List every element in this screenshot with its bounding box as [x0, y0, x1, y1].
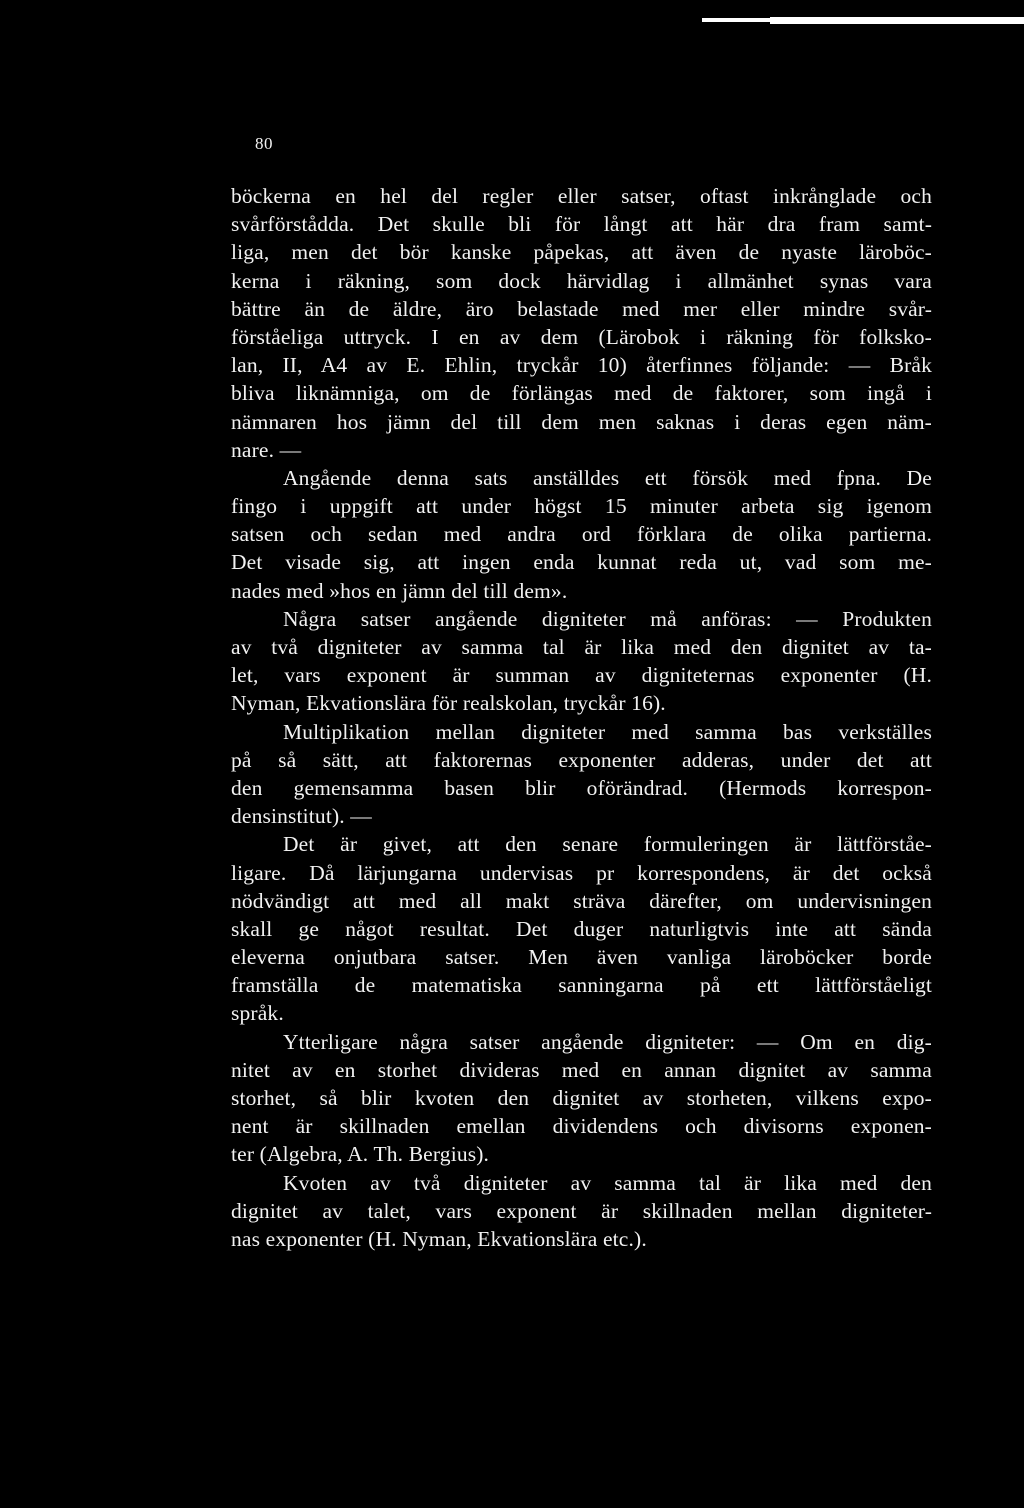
- text-line: språk.: [231, 1001, 284, 1026]
- text-line: Det visade sig, att ingen enda kunnat reda ut, vad som me-: [231, 550, 932, 575]
- text-line: nare. —: [231, 437, 302, 462]
- paragraph-5: [231, 830, 932, 1027]
- page-number: 80: [255, 134, 273, 153]
- text-line: framställa de matematiska sanningarna på ett lättförståeligt: [231, 973, 932, 998]
- text-line: eleverna onjutbara satser. Men även vanliga läroböcker borde: [231, 945, 932, 970]
- text-line: densinstitut). —: [231, 804, 372, 829]
- paragraph-6: [231, 1028, 932, 1169]
- text-line: let, vars exponent är summan av digniteternas exponenter (H.: [231, 663, 932, 688]
- text-line: kerna i räkning, som dock härvidlag i allmänhet synas vara: [231, 268, 932, 293]
- paragraph-1: [231, 182, 932, 464]
- text-line: nödvändigt att med all makt sträva därefter, om undervisningen: [231, 888, 932, 913]
- body-text: [231, 182, 932, 1253]
- text-line: fingo i uppgift att under högst 15 minuter arbeta sig igenom: [231, 494, 932, 519]
- text-line: på så sätt, att faktorernas exponenter adderas, under det att: [231, 747, 932, 772]
- text-line: Kvoten av två digniteter av samma tal är lika med den: [283, 1170, 932, 1195]
- top-rule-thick: [770, 17, 1024, 24]
- text-line: Nyman, Ekvationslära för realskolan, tryckår 16).: [231, 691, 666, 716]
- text-line: böckerna en hel del regler eller satser, oftast inkrånglade och: [231, 184, 932, 208]
- text-line: nämnaren hos jämn del till dem men saknas i deras egen näm-: [231, 409, 932, 434]
- text-line: skall ge något resultat. Det duger naturligtvis inte att sända: [231, 916, 932, 941]
- text-line: den gemensamma basen blir oförändrad. (Hermods korrespon-: [231, 775, 932, 800]
- text-line: lan, II, A4 av E. Ehlin, tryckår 10) återfinnes följande: — Bråk: [231, 353, 932, 378]
- text-line: svårförstådda. Det skulle bli för långt att här dra fram samt-: [231, 212, 932, 237]
- text-line: Ytterligare några satser angående digniteter: — Om en dig-: [283, 1029, 932, 1054]
- text-line: ter (Algebra, A. Th. Bergius).: [231, 1142, 490, 1167]
- text-line: nas exponenter (H. Nyman, Ekvationslära etc.).: [231, 1226, 647, 1251]
- text-line: av två digniteter av samma tal är lika med den dignitet av ta-: [231, 635, 932, 659]
- text-line: nent är skillnaden emellan dividendens och divisorns exponen-: [231, 1114, 932, 1139]
- text-line: satsen och sedan med andra ord förklara de olika partierna.: [231, 522, 932, 547]
- paragraph-3: [231, 605, 932, 718]
- text-line: ligare. Då lärjungarna undervisas pr korrespondens, är det också: [231, 860, 932, 885]
- paragraph-7: [231, 1169, 932, 1254]
- text-line: liga, men det bör kanske påpekas, att även de nyaste läroböc-: [231, 240, 932, 265]
- text-line: Det är givet, att den senare formuleringen är lättförståe-: [283, 832, 932, 857]
- text-line: förståeliga uttryck. I en av dem (Lärobok i räkning för folksko-: [231, 324, 932, 349]
- text-line: bättre än de äldre, äro belastade med mer eller mindre svår-: [231, 296, 932, 321]
- text-line: Multiplikation mellan digniteter med samma bas verkställes: [283, 719, 932, 744]
- text-line: dignitet av talet, vars exponent är skillnaden mellan digniteter-: [231, 1198, 932, 1223]
- text-line: Angående denna sats anställdes ett försök med fpna. De: [283, 465, 932, 490]
- paragraph-2: [231, 464, 932, 605]
- text-line: bliva liknämniga, om de förlängas med de faktorer, som ingå i: [231, 381, 932, 406]
- text-line: storhet, så blir kvoten den dignitet av storheten, vilkens expo-: [231, 1086, 932, 1110]
- text-line: Några satser angående digniteter må anföras: — Produkten: [283, 606, 932, 631]
- paragraph-4: [231, 718, 932, 831]
- text-line: nades med »hos en jämn del till dem».: [231, 578, 568, 603]
- text-line: nitet av en storhet divideras med en annan dignitet av samma: [231, 1057, 932, 1082]
